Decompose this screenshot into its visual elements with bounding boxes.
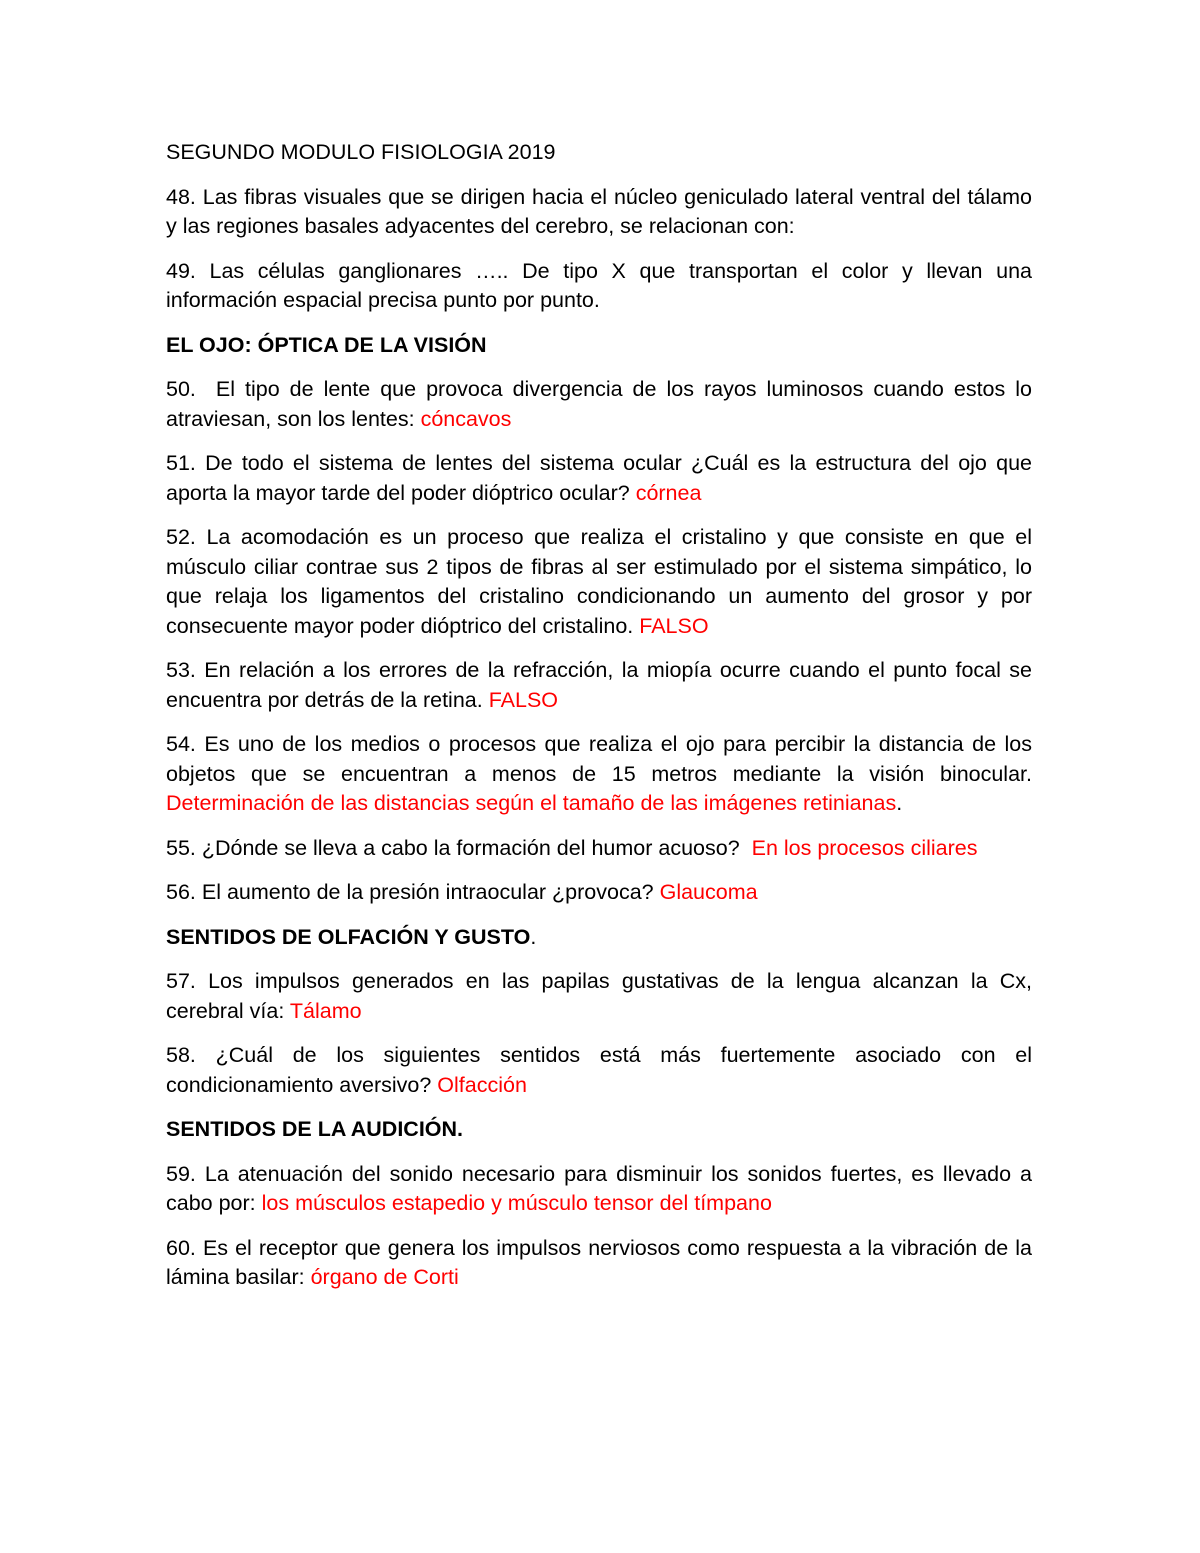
question-text: 59. La atenuación del sonido necesario para disminuir los sonidos fuertes, es llevado a cabo por: bbox=[166, 1161, 1038, 1215]
question-item bbox=[166, 730, 1038, 819]
question-item bbox=[166, 1234, 1038, 1293]
section-heading-tail: . bbox=[530, 924, 537, 949]
question-text: 48. Las fibras visuales que se dirigen hacia el núcleo geniculado lateral ventral del tálamo y las regiones basales adyacentes del cerebro, se relacionan con: bbox=[166, 184, 1038, 238]
question-item bbox=[166, 834, 1032, 864]
document-body bbox=[166, 183, 1038, 1293]
question-item bbox=[166, 449, 1038, 508]
answer-text: órgano de Corti bbox=[310, 1265, 459, 1289]
question-item bbox=[166, 967, 1038, 1026]
answer-tail: . bbox=[896, 791, 903, 815]
question-item bbox=[166, 523, 1038, 641]
question-text: 52. La acomodación es un proceso que realiza el cristalino y que consiste en que el músculo ciliar contrae sus 2 tipos de fibras al ser estimulado por el sistema simpático, lo que relaja los ligamentos del cristalino condicionando un aumento del grosor y por consecuente mayor poder dióptrico del cristalino. bbox=[166, 525, 1038, 638]
section-heading-text: SENTIDOS DE LA AUDICIÓN. bbox=[166, 1117, 464, 1141]
answer-text: Tálamo bbox=[289, 998, 362, 1023]
document-page bbox=[166, 138, 1038, 1308]
question-text: 58. ¿Cuál de los siguientes sentidos está más fuertemente asociado con el condicionamiento aversivo? bbox=[166, 1043, 1038, 1097]
question-item bbox=[166, 1041, 1038, 1100]
question-item bbox=[166, 656, 1038, 715]
document-title: SEGUNDO MODULO FISIOLOGIA 2019 bbox=[166, 140, 556, 164]
answer-text: En los procesos ciliares bbox=[751, 835, 978, 860]
question-text: 49. Las células ganglionares ….. De tipo X que transportan el color y llevan una información espacial precisa punto por punto. bbox=[166, 258, 1038, 312]
section-heading-text: SENTIDOS DE OLFACIÓN Y GUSTO bbox=[166, 924, 531, 949]
section-heading bbox=[166, 923, 1032, 953]
question-text: 55. ¿Dónde se lleva a cabo la formación del humor acuoso? bbox=[166, 835, 752, 860]
question-item bbox=[166, 375, 1038, 434]
section-heading bbox=[166, 331, 1032, 361]
section-heading bbox=[166, 1115, 1032, 1145]
answer-text: cóncavos bbox=[420, 406, 512, 431]
question-text: 53. En relación a los errores de la refracción, la miopía ocurre cuando el punto focal se encuentra por detrás de la retina. bbox=[166, 658, 1038, 712]
question-item bbox=[166, 1160, 1038, 1219]
answer-text: córnea bbox=[635, 480, 702, 505]
question-text: 50. El tipo de lente que provoca divergencia de los rayos luminosos cuando estos lo atraviesan, son los lentes: bbox=[166, 377, 1038, 431]
answer-text: los músculos estapedio y músculo tensor del tímpano bbox=[261, 1191, 772, 1215]
question-item bbox=[166, 878, 1032, 908]
question-text: 51. De todo el sistema de lentes del sistema ocular ¿Cuál es la estructura del ojo que aporta la mayor tarde del poder dióptrico ocular? bbox=[166, 451, 1038, 505]
answer-text: Olfacción bbox=[437, 1072, 527, 1097]
section-heading-text: EL OJO: ÓPTICA DE LA VISIÓN bbox=[166, 332, 487, 357]
answer-text: FALSO bbox=[488, 687, 559, 712]
answer-text: Determinación de las distancias según el tamaño de las imágenes retinianas bbox=[166, 791, 897, 815]
answer-text: Glaucoma bbox=[659, 880, 758, 904]
question-item bbox=[166, 257, 1038, 316]
question-text: 54. Es uno de los medios o procesos que realiza el ojo para percibir la distancia de los objetos que se encuentran a menos de 15 metros mediante la visión binocular. bbox=[166, 732, 1038, 786]
answer-text: FALSO bbox=[639, 613, 709, 638]
question-text: 56. El aumento de la presión intraocular ¿provoca? bbox=[166, 880, 660, 904]
question-item bbox=[166, 183, 1038, 242]
question-text: 60. Es el receptor que genera los impulsos nerviosos como respuesta a la vibración de la lámina basilar: bbox=[166, 1235, 1038, 1289]
question-text: 57. Los impulsos generados en las papilas gustativas de la lengua alcanzan la Cx, cerebral vía: bbox=[166, 969, 1038, 1023]
